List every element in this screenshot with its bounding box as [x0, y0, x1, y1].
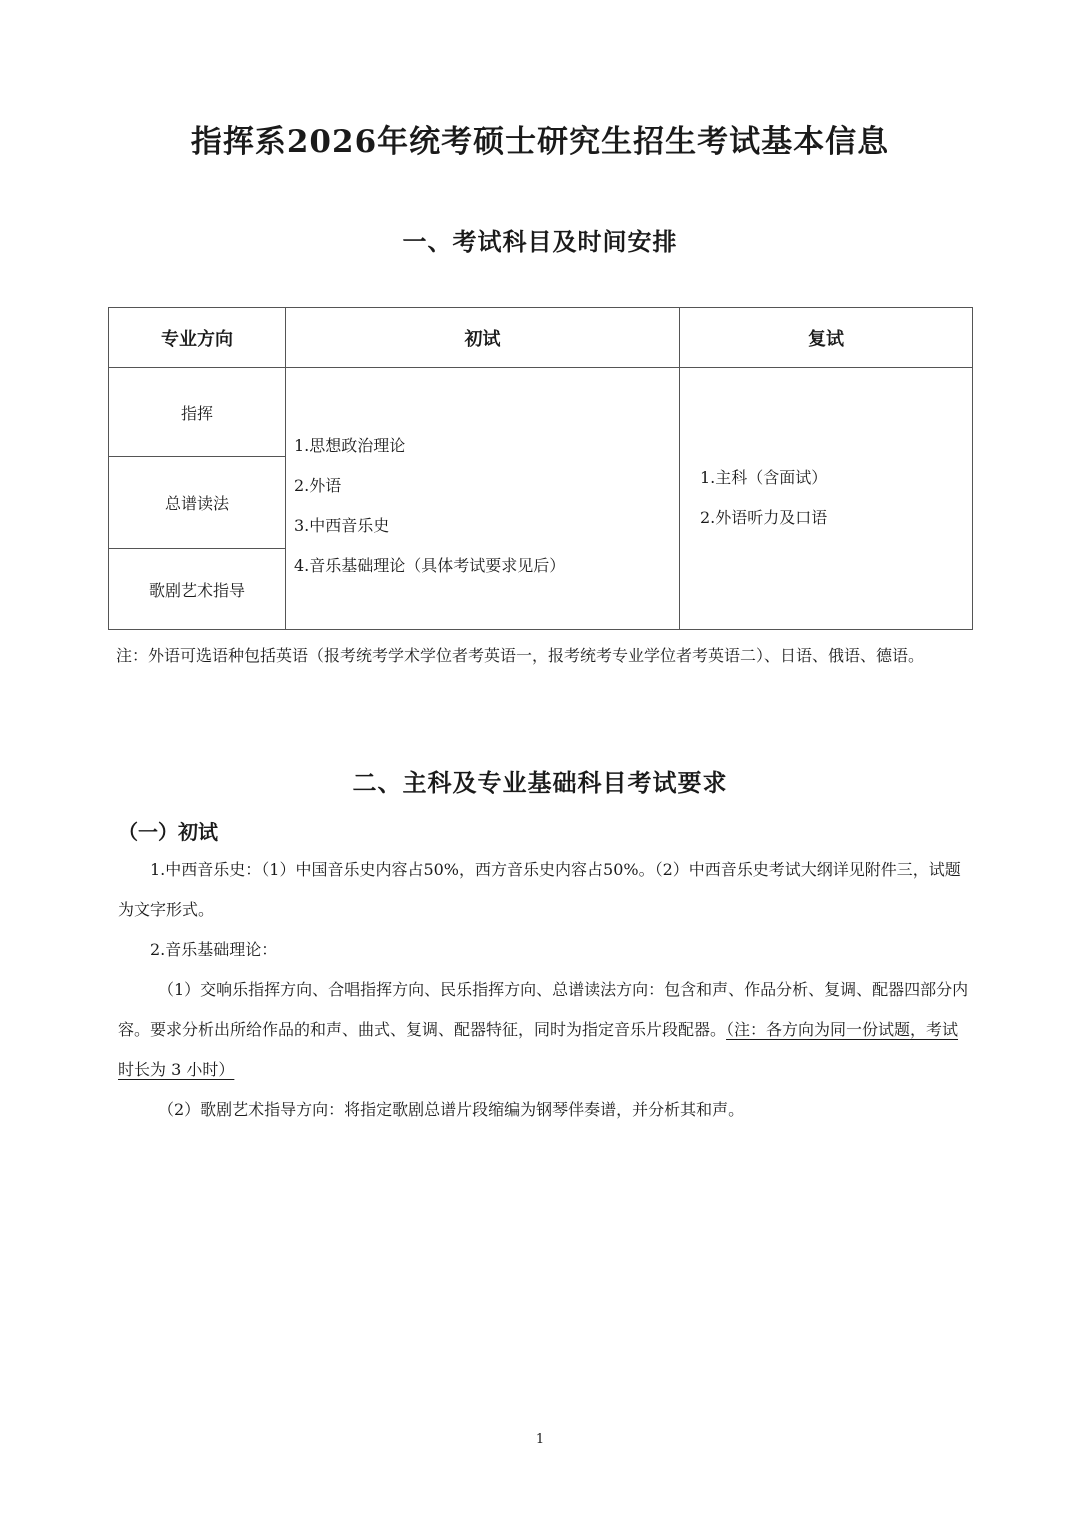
initial-subject: 2.外语: [294, 476, 342, 495]
section-heading-requirements: 二、主科及专业基础科目考试要求: [352, 768, 728, 797]
initial-subject: 3.中西音乐史: [294, 516, 390, 535]
paragraph-music-theory: 2.音乐基础理论：: [150, 940, 278, 959]
direction-score-reading: 总谱读法: [109, 457, 286, 549]
retest-subject: 1.主科（含面试）: [700, 468, 828, 487]
table-header-row: [109, 308, 973, 368]
initial-exam-subjects: [286, 368, 680, 630]
header-retest: 复试: [680, 308, 973, 368]
exam-subjects-table: [108, 307, 973, 630]
underlined-note: （注：各方向为同一份试题，考试时长为 3 小时）: [118, 1020, 959, 1079]
foreign-language-note: 注：外语可选语种包括英语（报考统考学术学位者考英语一，报考统考专业学位者考英语二）、日语、俄语、德语。: [116, 646, 925, 665]
conducting-requirements-text: （1）交响乐指挥方向、合唱指挥方向、民乐指挥方向、总谱读法方向：包含和声、作品分析、复调、配器四部分内容。要求分析出所给作品的和声、曲式、复调、配器特征，同时为指定音乐片段配器。: [118, 980, 969, 1039]
table-row: [109, 368, 973, 457]
paragraph-music-history: 1.中西音乐史：（1）中国音乐史内容占50%，西方音乐史内容占50%。（2）中西音乐史考试大纲详见附件三，试题为文字形式。: [118, 860, 961, 919]
direction-conducting: 指挥: [109, 368, 286, 457]
header-initial-exam: 初试: [286, 308, 680, 368]
document-title: 指挥系2026年统考硕士研究生招生考试基本信息: [190, 124, 890, 160]
initial-subject: 4.音乐基础理论（具体考试要求见后）: [294, 556, 566, 575]
section-heading-exam-schedule: 一、考试科目及时间安排: [402, 227, 678, 256]
paragraph-opera-coaching: （2）歌剧艺术指导方向：将指定歌剧总谱片段缩编为钢琴伴奏谱，并分析其和声。: [158, 1100, 745, 1119]
page-number: 1: [535, 1432, 545, 1447]
subsection-heading-initial-exam: （一）初试: [118, 820, 218, 844]
direction-opera-coaching: 歌剧艺术指导: [109, 549, 286, 630]
retest-subject: 2.外语听力及口语: [700, 508, 828, 527]
paragraph-conducting-directions: [118, 970, 970, 1090]
initial-subject: 1.思想政治理论: [294, 436, 406, 455]
retest-subjects: [680, 368, 973, 630]
header-direction: 专业方向: [109, 308, 286, 368]
